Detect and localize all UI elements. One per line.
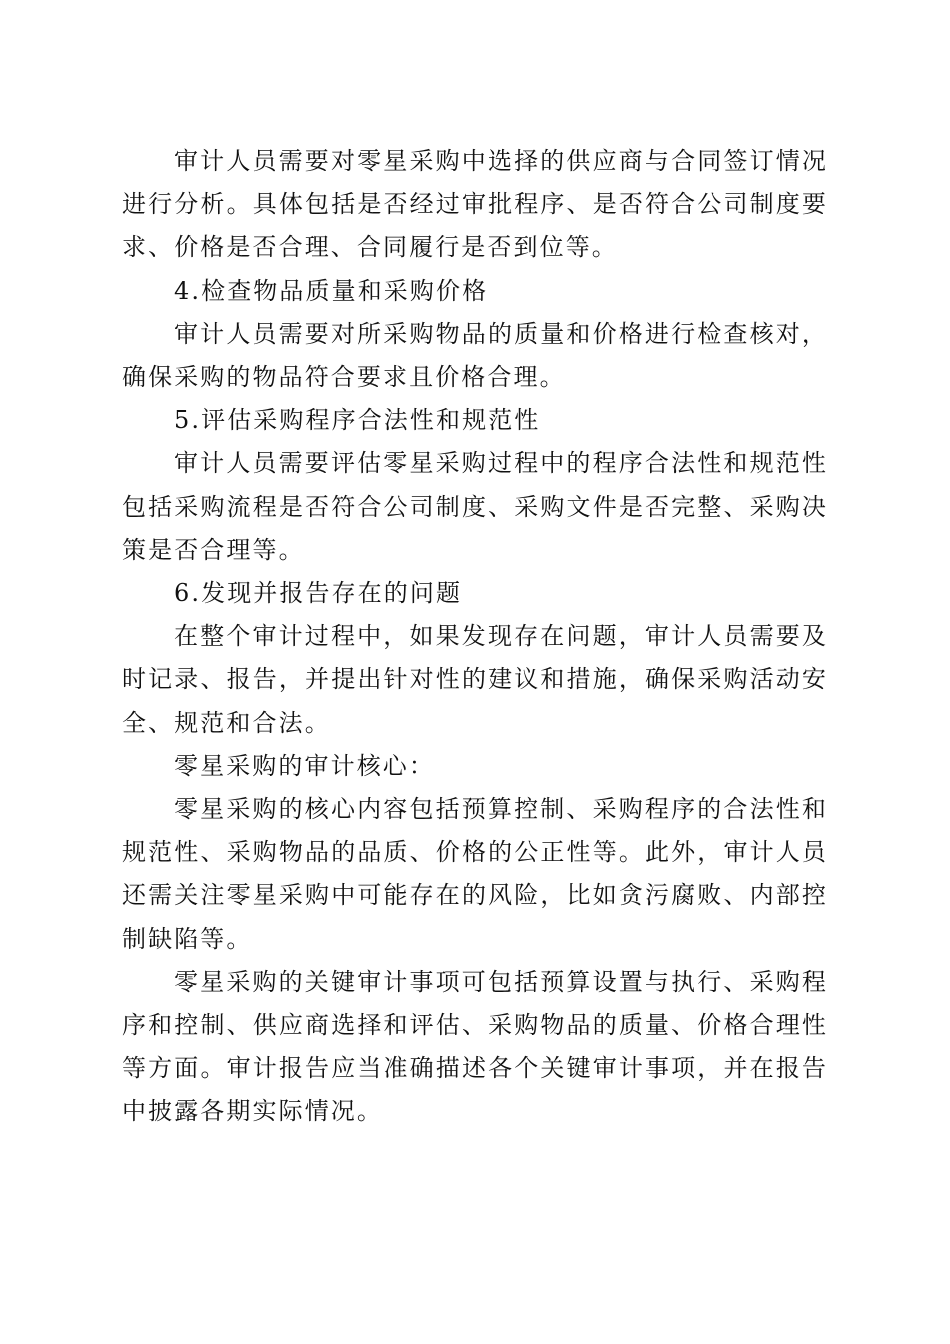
paragraph-audit-core: 零星采购的核心内容包括预算控制、采购程序的合法性和规范性、采购物品的品质、价格的公正性等。此外，审计人员还需关注零星采购中可能存在的风险，比如贪污腐败、内部控制缺陷等。	[122, 795, 828, 953]
heading-evaluate-procedure: 5.评估采购程序合法性和规范性	[174, 406, 541, 435]
paragraph-supplier-contract-analysis: 审计人员需要对零星采购中选择的供应商与合同签订情况进行分析。具体包括是否经过审批程序、是否符合公司制度要求、价格是否合理、合同履行是否到位等。	[122, 147, 828, 262]
paragraph-procedure-evaluation: 审计人员需要评估零星采购过程中的程序合法性和规范性包括采购流程是否符合公司制度、采购文件是否完整、采购决策是否合理等。	[122, 449, 828, 564]
heading-report-issues: 6.发现并报告存在的问题	[174, 579, 463, 608]
paragraph-report-issues: 在整个审计过程中，如果发现存在问题，审计人员需要及时记录、报告，并提出针对性的建议和措施，确保采购活动安全、规范和合法。	[122, 622, 828, 737]
document-body	[122, 140, 828, 1134]
heading-check-quality-price: 4.检查物品质量和采购价格	[174, 276, 489, 305]
heading-audit-core: 零星采购的审计核心：	[174, 751, 435, 780]
paragraph-quality-price-check: 审计人员需要对所采购物品的质量和价格进行检查核对，确保采购的物品符合要求且价格合理。	[122, 319, 828, 392]
paragraph-key-audit-matters: 零星采购的关键审计事项可包括预算设置与执行、采购程序和控制、供应商选择和评估、采购物品的质量、价格合理性等方面。审计报告应当准确描述各个关键审计事项，并在报告中披露各期实际情况。	[122, 967, 828, 1126]
